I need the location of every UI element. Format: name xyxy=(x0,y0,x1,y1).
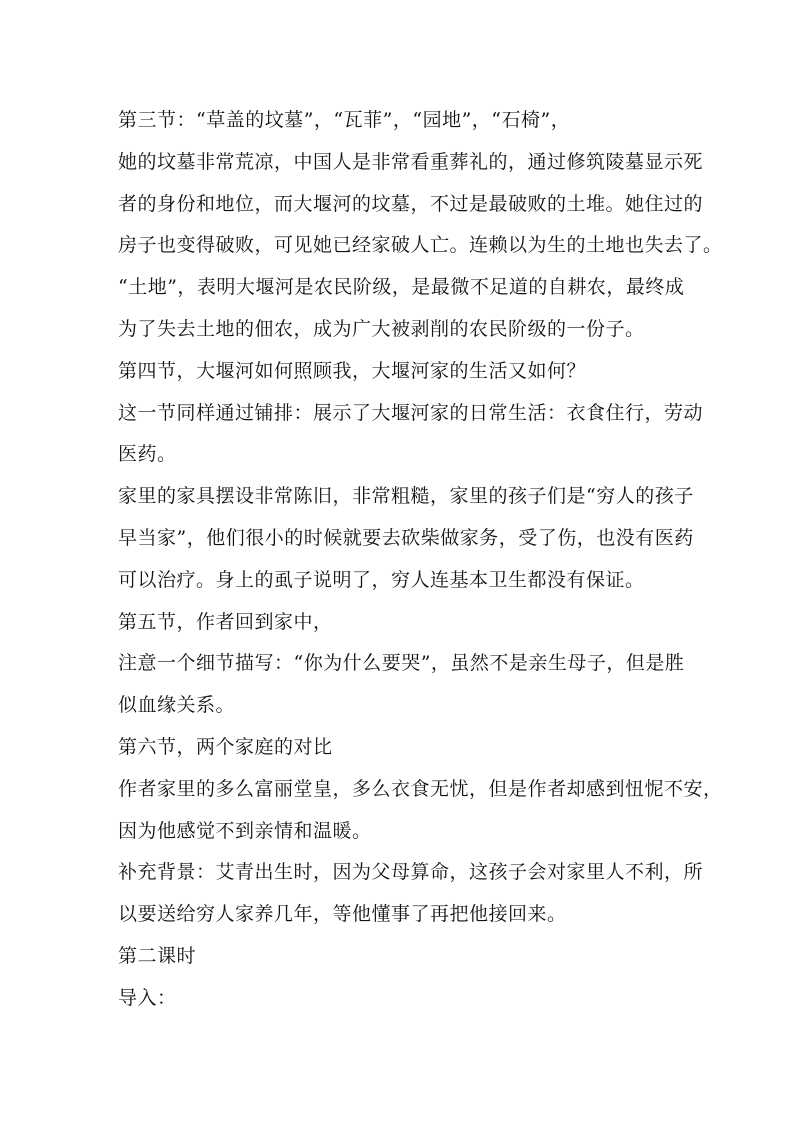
section-5-heading: 第五节，作者回到家中， xyxy=(118,610,333,633)
text-line: 这一节同样通过铺排：展示了大堰河家的日常生活：衣食住行，劳动 xyxy=(118,401,704,424)
text-line: 注意一个细节描写：“你为什么要哭”，虽然不是亲生母子，但是胜 xyxy=(118,652,685,675)
background-note: 补充背景：艾青出生时，因为父母算命，这孩子会对家里人不利，所 xyxy=(118,861,704,884)
second-lesson-heading: 第二课时 xyxy=(118,944,197,967)
text-line: 早当家”，他们很小的时候就要去砍柴做家务，受了伤，也没有医药 xyxy=(118,526,694,549)
text-line: 因为他感觉不到亲情和温暖。 xyxy=(118,819,372,842)
text-line: 作者家里的多么富丽堂皇，多么衣食无忧，但是作者却感到忸怩不安， xyxy=(118,777,723,800)
text-line: 医药。 xyxy=(118,443,177,466)
text-line: 家里的家具摆设非常陈旧，非常粗糙，家里的孩子们是“穷人的孩子 xyxy=(118,485,694,508)
section-6-heading: 第六节，两个家庭的对比 xyxy=(118,735,333,758)
text-line: 房子也变得破败，可见她已经家破人亡。连赖以为生的土地也失去了。 xyxy=(118,234,723,257)
text-line: 以要送给穷人家养几年，等他懂事了再把他接回来。 xyxy=(118,903,567,926)
text-line: 者的身份和地位，而大堰河的坟墓，不过是最破败的土堆。她住过的 xyxy=(118,192,704,215)
text-line: “土地”，表明大堰河是农民阶级，是最微不足道的自耕农，最终成 xyxy=(118,276,685,299)
text-line: 可以治疗。身上的虱子说明了，穷人连基本卫生都没有保证。 xyxy=(118,568,645,591)
introduction-label: 导入： xyxy=(118,986,177,1009)
text-line: 为了失去土地的佃农，成为广大被剥削的农民阶级的一份子。 xyxy=(118,317,645,340)
text-line: 似血缘关系。 xyxy=(118,694,236,717)
text-line: 她的坟墓非常荒凉，中国人是非常看重葬礼的，通过修筑陵墓显示死 xyxy=(118,150,704,173)
section-3-heading: 第三节：“草盖的坟墓”，“瓦菲”，“园地”，“石椅”， xyxy=(118,109,571,131)
section-4-heading: 第四节，大堰河如何照顾我，大堰河家的生活又如何？ xyxy=(118,359,587,382)
